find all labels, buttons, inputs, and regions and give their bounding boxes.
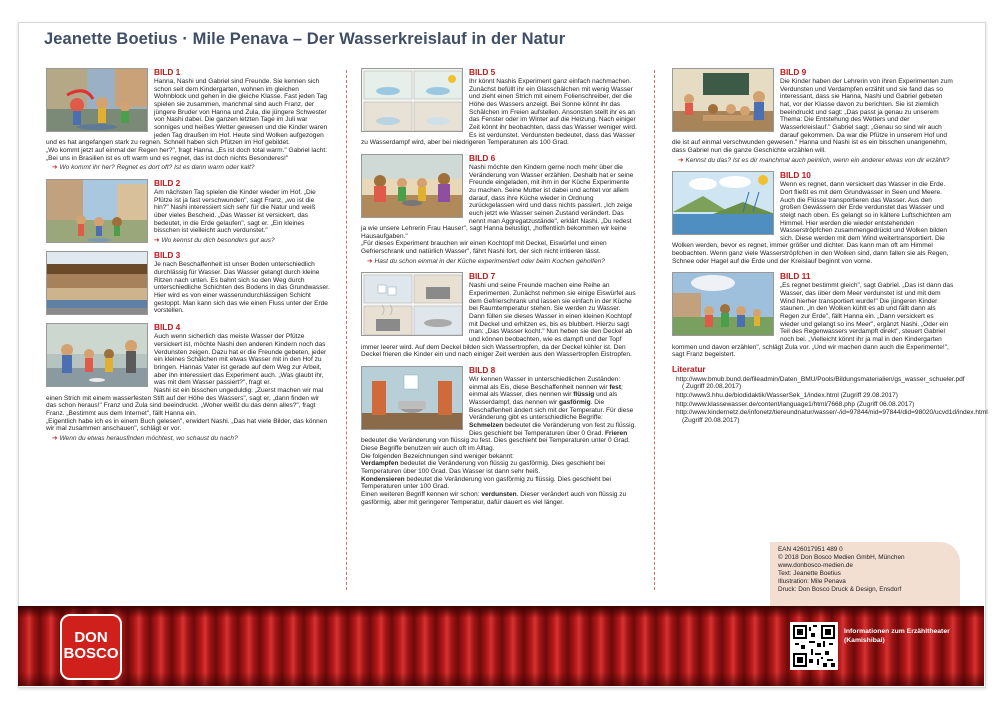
bild-9-heading: BILD 9: [780, 67, 807, 77]
bild-1-heading: BILD 1: [154, 67, 181, 77]
footer-info: [844, 628, 950, 645]
section-bild-6: [361, 154, 637, 266]
bild-5-text: Ihr könnt Nashis Experiment ganz einfach nachmachen. Zunächst befüllt ihr ein Glasschälchen mit wenig Wasser und zieht einen Strich mit einem Folienschreiber, der die Höhe des Wassers anzeigt. Bei Sonne könnt ihr das Schälchen im Freien aufstellen. Ansonsten stellt ihr es an das Fenster oder im Winter auf die Heizung. Nach einiger Zeit könnt ihr beobachten, dass das Wasser weniger wird. Es ist verdunstet. Verdunsten bedeutet, dass das Wasser zu Wasserdampf wird, aber bei niedrigeren Temperaturen als 100 Grad.: [361, 78, 637, 147]
bild-9-text: Die Kinder haben der Lehrerin von ihren Experimenten zum Verdunsten und Verdampfen erzählt und sie fand das so interessant, dass sie Hanna, Nashi und Gabriel gebeten hat, vor der Klasse davon zu berichten. Sie ist ziemlich beeindruckt und sagt: „Das passt ja genau zu unserem Thema: Die Entstehung des Wetters und der Wasserkreislauf." Gabriel sagt: „Genau so sind wir auch darauf gekommen. Da war die Pfütze in unserem Hof und die ist auf einmal verschwunden gewesen." Hanna und Nashi ist es ein bisschen unangenehm, dass Gabriel nun die ganze Geschichte erzählen will.: [672, 78, 953, 154]
bild-1-text-2: „Wo kommt jetzt auf einmal der Regen her?", fragt Hanna. „Es ist doch total warm." Gabriel lacht: „Bei uns in Brasilien ist es oft warm und es regnet, das ist doch nichts Besonderes!": [46, 146, 328, 162]
bild-7-illustration: [361, 272, 463, 336]
section-bild-1: [46, 68, 330, 172]
section-bild-11: [672, 272, 954, 359]
section-bild-3: [46, 251, 330, 316]
bild-8-text-7: Die folgenden Bezeichnungen sind weniger bekannt:: [361, 452, 514, 460]
bild-4-heading: BILD 4: [154, 322, 181, 333]
footer-info-line-1: Informationen zum Erzähltheater: [844, 628, 950, 635]
term-verdampfen: Verdampfen: [361, 460, 399, 468]
bild-6-illustration: [361, 154, 463, 218]
term-verdunsten: verdunsten: [481, 490, 517, 498]
bild-10-illustration: [672, 171, 774, 235]
column-divider: [654, 70, 655, 590]
arrow-right-icon: ➔: [52, 435, 58, 442]
bild-8-text-5: bedeutet die Veränderung von fest zu flüssig. Dies geschieht bei Temperaturen über 0 Grad.: [469, 421, 637, 437]
bild-2-illustration: [46, 179, 148, 243]
bild-3-illustration: [46, 251, 148, 315]
bild-5-illustration: [361, 68, 463, 132]
literatur-item[interactable]: http://www.klassewasser.de/content/language1/html/7668.php (Zugriff 06.08.2017): [676, 400, 915, 408]
column-2: [361, 68, 637, 513]
bild-1-illustration: [46, 68, 148, 132]
bild-7-heading: BILD 7: [469, 271, 496, 282]
literatur-item[interactable]: http://www3.hhu.de/biodidaktik/WasserSek_1/index.html (Zugriff 29.08.2017): [676, 391, 898, 399]
column-divider: [346, 70, 347, 590]
bild-4-question: [46, 435, 330, 443]
bild-2-heading: BILD 2: [154, 177, 181, 188]
literatur-item[interactable]: http://www.kindernetz.de/infonetz/tiereundnatur/wasser/-/id=97844/nid=97844/did=98020/ucvd1d/index.html (Zugriff 20.08.2017): [676, 409, 988, 424]
bild-8-text-1: Wir kennen Wasser in unterschiedlichen Zuständen: einmal als Eis, diese Beschaffenheit nennen wir: [469, 376, 621, 391]
section-bild-9: [672, 68, 954, 164]
bild-4-text: Auch wenn sicherlich das meiste Wasser der Pfütze versickert ist, möchte Nashi den anderen Kindern noch das Verdunsten zeigen. Dazu hat er die Freunde gebeten, jeder ein kleines Schälchen mit etwas Wasser mit in den Hof zu bringen. Hannas Vater ist gerade auf dem Weg zur Arbeit, aber ihn interessiert das Experiment auch. „Was glaubt ihr, was mit dem Wasser passiert?", fragt er.: [154, 333, 327, 387]
logo-line-2: BOSCO: [63, 645, 119, 662]
footer-curtain: [18, 606, 984, 686]
don-bosco-logo: [60, 614, 122, 680]
imprint-box: [770, 542, 960, 614]
bild-8-text-4: . Die Beschaffenheit ändert sich mit der Temperatur. Für diese Veränderung gibt es unterschiedliche Begriffe:: [469, 398, 634, 422]
bild-4-illustration: [46, 323, 148, 387]
qr-code-icon[interactable]: [790, 622, 838, 670]
arrow-right-icon: ➔: [367, 257, 373, 265]
bild-5-heading: BILD 5: [469, 67, 496, 77]
bild-3-heading: BILD 3: [154, 250, 181, 261]
bild-1-question: [46, 164, 330, 172]
bild-8-heading: BILD 8: [469, 365, 496, 375]
bild-9-question-text: Kennst du das? Ist es dir manchmal auch peinlich, wenn ein anderer etwas von dir erzählt?: [685, 156, 950, 164]
bild-1-question-text: Wo kommt ihr her? Regnet es dort oft? Ist es dann warm oder kalt?: [59, 164, 255, 172]
imprint-illustration-credit: Illustration: Mile Penava: [778, 577, 846, 585]
bild-8-text-10: Einen weiteren Begriff kennen wir schon:: [361, 490, 482, 498]
bild-6-heading: BILD 6: [469, 152, 496, 163]
bild-8-text-6: bedeutet die Veränderung von flüssig zu fest. Dies geschieht bei Temperaturen unter 0 Grad. Diese Begriffe benutzen wir auch oft im Alltag.: [361, 437, 630, 452]
imprint-web[interactable]: www.donbosco-medien.de: [778, 561, 853, 569]
page-title: Jeanette Boetius · Mile Penava – Der Wasserkreislauf in der Natur: [44, 30, 566, 48]
term-fluessig: flüssig: [573, 391, 595, 399]
bild-7-text: Nashi und seine Freunde machen eine Reihe an Experimenten. Zunächst nehmen sie einige Eiswürfel aus dem Gefrierschrank und lassen sie einfach in der Küche bei Raumtemperatur stehen. Sie werden zu Wasser. Dann füllen sie dieses Wasser in einen kleinen Kochtopf mit Deckel und erhitzen es, bis es blubbert. Hierzu sagt man: „Das Wasser kocht." Nun heben sie den Deckel ab und können beobachten, wie es dampft und der Topf immer leerer wird. Auf dem Deckel bilden sich Wassertropfen, da der Deckel kühler ist. Den Deckel frieren die Kinder ein und nach einiger Zeit werden aus den Wassertropfen Eistropfen.: [361, 282, 636, 359]
bild-8-text-2: ; einmal als Wasser, dies nennen wir: [469, 383, 623, 399]
term-schmelzen: Schmelzen: [469, 421, 504, 429]
section-bild-8: [361, 366, 637, 506]
section-bild-2: [46, 179, 330, 245]
bild-8-illustration: [361, 366, 463, 430]
bild-9-question: [672, 157, 954, 165]
term-gasfoermig: gasförmig: [559, 398, 591, 406]
arrow-right-icon: ➔: [154, 236, 160, 244]
bild-11-heading: BILD 11: [780, 271, 811, 282]
logo-line-1: DON: [74, 629, 108, 646]
bild-8-text-9: bedeutet die Veränderung von gasförmig zu flüssig. Dies geschieht bei Temperaturen unter 100 Grad.: [361, 475, 612, 491]
bild-8-text-11: . Dieser verändert auch von flüssig zu gasförmig, aber mit geringerer Temperatur, dafür dauert es viel länger.: [361, 490, 627, 506]
column-1: [46, 68, 330, 450]
bild-6-question-text: Hast du schon einmal in der Küche experimentiert oder beim Kochen geholfen?: [374, 257, 605, 265]
bild-2-question-text: Wo kennst du dich besonders gut aus?: [161, 236, 275, 244]
bild-4-text-3: „Eigentlich habe ich es in einem Buch gelesen", erwidert Nashi. „Das hat viele Bilder, das können wir mal zusammen anschauen", schlägt er vor.: [46, 417, 328, 433]
imprint-print-credit: Druck: Don Bosco Druck & Design, Ensdorf: [778, 585, 902, 593]
section-bild-5: [361, 68, 637, 147]
imprint-copyright: © 2018 Don Bosco Medien GmbH, München: [778, 553, 905, 561]
imprint-text-credit: Text: Jeanette Boetius: [778, 569, 841, 577]
bild-6-question: [361, 258, 637, 266]
bild-4-text-2: Nashi ist ein bisschen ungeduldig: „Zuerst machen wir mal einen Strich mit einem wasserfesten Stift auf der Höhe des Wassers", sagt er, „dann finden wir das schon heraus!" Franz und Zula sind beeindruckt. „Woher weißt du das denn alles?", fragt Franz. „Bestimmt aus dem Internet", fällt Hanna ein.: [46, 387, 324, 418]
bild-8-text-3: und als Wasserdampf, das nennen wir: [469, 391, 618, 406]
arrow-right-icon: ➔: [678, 156, 684, 164]
bild-10-text: Wenn es regnet, dann versickert das Wasser in die Erde. Dort fließt es mit dem Grundwasser in Seen und Meere. Auch die Flüsse transportieren das Wasser. Aus den großen Gewässern der Erde verdunstet das Wasser und steigt nach oben. Es gelangt so in kältere Luftschichten am Himmel. Hier werden die wieder entstehenden Wasserströpfchen zusammengedrückt und Wolken bilden sich. Diese werden mit dem Wind weitertransportiert. Die Wolken werden, bevor es regnet, immer größer und dichter. Das kann man oft am Himmel beobachten. Wenn ganz viele Wasserströpfchen in den Wolken sind, dann fallen sie als Regen, Schnee oder Hagel auf die Erde und der Kreislauf beginnt von vorne.: [672, 181, 952, 265]
term-kondensieren: Kondensieren: [361, 475, 405, 483]
bild-8-text-8: bedeutet die Veränderung von flüssig zu gasförmig. Dies geschieht bei Temperaturen über 100 Grad. Das Wasser ist dann sehr heiß.: [361, 460, 605, 475]
bild-1-text: Hanna, Nashi und Gabriel sind Freunde. Sie kennen sich schon seit dem Kindergarten, wohnen im gleichen Wohnblock und gehen in die gleiche Klasse. Fast jeden Tag spielen sie zusammen, manchmal sind auch Franz, der jüngere Bruder von Hanna und Zula, die jüngere Schwester von Nashi dabei. Die ganzen letzten Tage im Juli war sonniges und heißes Wetter gewesen und die Kinder waren jeden Tag draußen im Hof. Heute sind Wolken aufgezogen und es hat angefangen stark zu regnen. Schnell haben sich Pfützen im Hof gebildet.: [46, 78, 328, 147]
term-frieren: Frieren: [605, 429, 628, 437]
bild-9-illustration: [672, 68, 774, 132]
section-bild-4: [46, 323, 330, 442]
section-bild-10: [672, 171, 954, 265]
term-fest: fest: [609, 383, 622, 391]
bild-4-question-text: Wenn du etwas herausfinden möchtest, wo schaust du nach?: [59, 435, 238, 442]
footer-info-line-2: (Kamishibai): [844, 636, 885, 644]
column-3: [672, 67, 988, 426]
bild-3-text: Je nach Beschaffenheit ist unser Boden unterschiedlich durchlässig für Wasser. Das Wasser gelangt durch kleine Ritzen nach unten. Es bahnt sich so den Weg durch unterschiedliche Schichten des Bodens in das Grundwasser. Hier wird es von einer wasserundurchlässigen Schicht gestoppt. Man kann sich das wie einen Fluss unter der Erde vorstellen.: [154, 261, 330, 315]
section-bild-7: [361, 272, 637, 359]
bild-11-text: „Es regnet bestimmt gleich", sagt Gabriel. „Das ist dann das Wasser, das über dem Meer verdunstet ist und mit dem Wind hierher transportiert wurde!" Die jüngeren Kinder staunen. „In den Wolken kühlt es ab und fällt dann als Regen zur Erde", fällt Hanna ein. „Dann versickert es wieder und gelangt so ins Meer", ergänzt Nashi. „Oder ein Teil des Regenwassers verdampft direkt", steuert Gabriel noch bei. „Vielleicht könnt ihr ja mal in den Kindergarten kommen und davon erzählen", schlägt Zula vor. „Und wir machen dann auch die Experimente!", sagt Franz begeistert.: [672, 282, 954, 359]
bild-6-text-2: „Für dieses Experiment brauchen wir einen Kochtopf mit Deckel, Eiswürfel und einen Gefrierschrank und natürlich Wasser", fährt Nashi fort, der sich nicht irritieren lässt.: [361, 240, 607, 256]
imprint-ean: EAN 426017951 489 0: [778, 546, 843, 553]
arrow-right-icon: ➔: [52, 164, 58, 172]
literatur-heading: Literatur: [672, 364, 706, 374]
literatur-item[interactable]: http://www.bmub.bund.de/fileadmin/Daten_BMU/Pools/Bildungsmaterialien/gs_wasser_schueler.pdf ( Zugriff 20.08.2017): [676, 375, 965, 391]
bild-2-text: Am nächsten Tag spielen die Kinder wieder im Hof. „Die Pfütze ist ja fast verschwunden", sagt Franz, „wo ist die hin?" Nashi interessiert sich sehr für die Natur und weiß über vieles Bescheid. „Das Wasser ist versickert, das bedeutet, in die Erde gelaufen", sagt er. „Ein kleines bisschen ist vielleicht auch verdunstet.": [154, 188, 316, 235]
bild-10-heading: BILD 10: [780, 170, 811, 181]
bild-6-text: Nashi möchte den Kindern gerne noch mehr über die Veränderung von Wasser erzählen. Deshalb hat er seine Freunde eingeladen, mit ihm in der Küche Experimente zu machen. Seine Mutter ist dabei und achtet vor allem darauf, dass ihre Küche wieder in Ordnung zurückgelassen wird und dass nichts passiert. „Ich zeige euch jetzt wie Wasser seinen Zustand verändert. Das nennt man Aggregatzustände", erklärt Nashi. „Du redest ja wie unsere Lehrerin Frau Hauser", sagt Hanna belustigt, „hoffentlich bekommen wir keine Hausaufgaben.": [361, 163, 634, 240]
bild-11-illustration: [672, 272, 774, 336]
